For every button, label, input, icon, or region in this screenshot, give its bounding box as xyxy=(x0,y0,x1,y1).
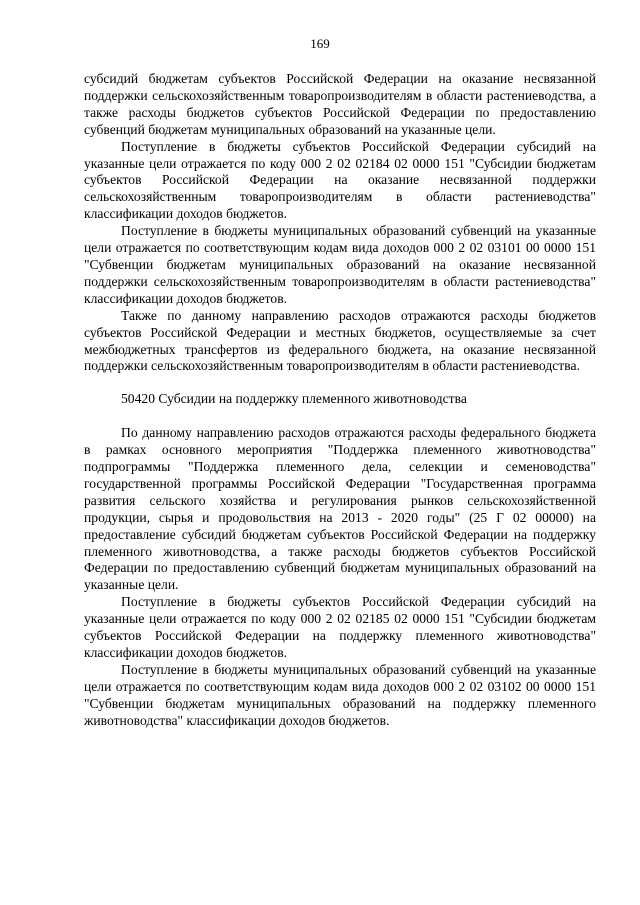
paragraph: По данному направлению расходов отражаются расходы федерального бюджета в рамках основного мероприятия "Поддержка племенного животноводства" подпрограммы "Поддержка племенного дела, селекции и семеноводства" государственной программы Российской Федерации "Государственная программа развития сельского хозяйства и регулирования рынков сельскохозяйственной продукции, сырья и продовольствия на 2013 - 2020 годы" (25 Г 02 00000) на предоставление субсидий бюджетам субъектов Российской Федерации на поддержку племенного животноводства, а также расходы бюджетов субъектов Российской Федерации по предоставлению субвенций бюджетам муниципальных образований на указанные цели. xyxy=(84,425,596,593)
paragraph: Поступление в бюджеты муниципальных образований субвенций на указанные цели отражается по соответствующим кодам вида доходов 000 2 02 03102 00 0000 151 "Субвенции бюджетам муниципальных образований на поддержку племенного животноводства" классификации доходов бюджетов. xyxy=(84,661,596,728)
document-body xyxy=(84,71,596,730)
paragraph: Поступление в бюджеты субъектов Российской Федерации субсидий на указанные цели отражается по коду 000 2 02 02185 02 0000 151 "Субсидии бюджетам субъектов Российской Федерации на поддержку племенного животноводства" классификации доходов бюджетов. xyxy=(84,594,596,660)
page-number: 169 xyxy=(310,36,330,51)
paragraph: Поступление в бюджеты муниципальных образований субвенций на указанные цели отражается по соответствующим кодам вида доходов 000 2 02 03101 00 0000 151 "Субвенции бюджетам муниципальных образований на оказание несвязанной поддержки сельскохозяйственным товаропроизводителям в области растениеводства" классификации доходов бюджетов. xyxy=(84,223,596,306)
section-heading: 50420 Субсидии на поддержку племенного животноводства xyxy=(121,391,467,407)
paragraph-continuation: субсидий бюджетам субъектов Российской Федерации на оказание несвязанной поддержки сельскохозяйственным товаропроизводителям в области растениеводства, а также расходы бюджетов субъектов Российской Федерации по предоставлению субвенций бюджетам муниципальных образований на указанные цели. xyxy=(84,71,596,137)
paragraph: Также по данному направлению расходов отражаются расходы бюджетов субъектов Российской Федерации и местных бюджетов, осуществляемые за счет межбюджетных трансфертов из федерального бюджета, на оказание несвязанной поддержки сельскохозяйственным товаропроизводителям в области растениеводства. xyxy=(84,307,596,374)
paragraph: Поступление в бюджеты субъектов Российской Федерации субсидий на указанные цели отражается по коду 000 2 02 02184 02 0000 151 "Субсидии бюджетам субъектов Российской Федерации на оказание несвязанной поддержки сельскохозяйственным товаропроизводителям в области растениеводства" классификации доходов бюджетов. xyxy=(84,138,596,222)
